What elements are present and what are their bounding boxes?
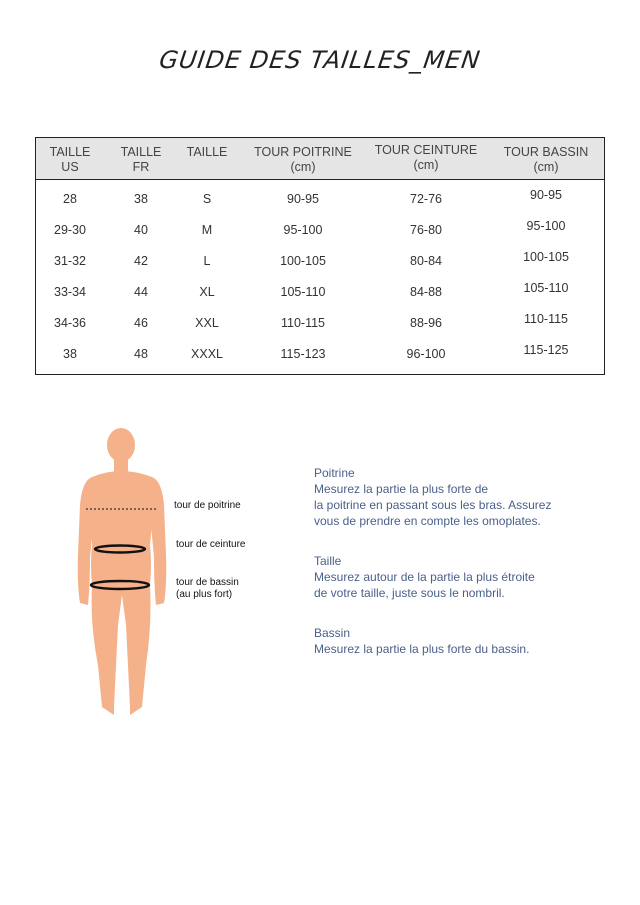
cell-taille: XL [199,285,215,299]
cell-tour-ceinture: 84-88 [410,285,442,299]
header-tour-poitrine [254,145,352,175]
cell-tour-bassin: 115-125 [523,343,569,357]
size-table [35,137,605,375]
cell-taille-us: 38 [63,347,77,361]
table-header [36,138,604,180]
instruction-line: vous de prendre en compte les omoplates. [314,514,541,528]
right-arm-shape [150,477,166,605]
header-line: FR [132,160,150,174]
instruction-bassin [314,625,529,657]
hip-label-line: (au plus fort) [176,589,233,600]
hip-label-line: tour de bassin [176,577,239,588]
cell-tour-poitrine: 90-95 [287,192,319,206]
cell-tour-poitrine: 105-110 [280,285,326,299]
cell-tour-poitrine: 110-115 [280,316,326,330]
cell-taille-fr: 44 [134,285,148,299]
header-taille-us [50,145,91,175]
instruction-line: Mesurez la partie la plus forte du bassin. [314,642,530,656]
body-silhouette-icon [70,425,180,725]
head-shape [107,428,135,462]
cell-tour-bassin: 100-105 [523,250,569,264]
cell-tour-ceinture: 80-84 [410,254,442,268]
hip-label [176,577,239,601]
cell-taille: S [202,192,212,206]
cell-taille-us: 31-32 [54,254,86,268]
instruction-line: Mesurez la partie la plus forte de [314,482,489,496]
cell-taille-fr: 42 [134,254,148,268]
header-line: US [61,160,79,174]
body-figure [70,425,180,725]
cell-tour-ceinture: 72-76 [410,192,442,206]
cell-tour-poitrine: 95-100 [283,223,323,237]
header-line: TOUR BASSIN [503,145,589,159]
cell-tour-bassin: 90-95 [530,188,562,202]
header-line: TAILLE [186,145,228,159]
cell-taille-fr: 40 [134,223,148,237]
header-taille [187,145,228,160]
cell-tour-ceinture: 76-80 [410,223,442,237]
cell-tour-bassin: 110-115 [523,312,569,326]
header-line: TOUR POITRINE [254,145,352,159]
header-tour-ceinture [375,143,478,173]
instruction-line: la poitrine en passant sous les bras. Assurez [314,498,552,512]
cell-taille-us: 34-36 [54,316,86,330]
cell-tour-poitrine: 100-105 [280,254,326,268]
cell-tour-ceinture: 96-100 [406,347,446,361]
cell-taille-fr: 46 [134,316,148,330]
waist-label: tour de ceinture [176,539,246,550]
header-line: (cm) [533,160,559,174]
cell-taille-us: 29-30 [54,223,86,237]
cell-taille-fr: 48 [134,347,148,361]
neck-shape [114,458,128,472]
header-tour-bassin [504,145,589,175]
header-line: (cm) [290,160,316,174]
instruction-poitrine [314,465,551,529]
cell-taille: M [201,223,213,237]
header-line: TAILLE [49,145,91,159]
instruction-heading: Poitrine [314,466,355,480]
cell-taille: L [203,254,211,268]
header-line: TAILLE [120,145,162,159]
page-title: GUIDE DES TAILLES_MEN [157,46,483,74]
header-taille-fr [121,145,162,175]
header-line: TOUR CEINTURE [374,143,478,157]
instruction-heading: Bassin [314,626,351,640]
cell-taille-us: 28 [63,192,77,206]
header-line: (cm) [413,158,439,172]
cell-taille-fr: 38 [134,192,148,206]
cell-tour-bassin: 95-100 [526,219,566,233]
legs-shape [92,585,151,715]
instruction-taille [314,553,535,601]
cell-tour-poitrine: 115-123 [280,347,326,361]
cell-tour-bassin: 105-110 [523,281,569,295]
torso-shape [88,471,154,585]
cell-taille: XXXL [191,347,223,361]
cell-taille: XXL [195,316,219,330]
chest-label: tour de poitrine [174,500,241,511]
instruction-line: Mesurez autour de la partie la plus étroite [314,570,535,584]
cell-tour-ceinture: 88-96 [410,316,442,330]
instruction-heading: Taille [314,554,342,568]
instruction-line: de votre taille, juste sous le nombril. [314,586,505,600]
cell-taille-us: 33-34 [54,285,86,299]
